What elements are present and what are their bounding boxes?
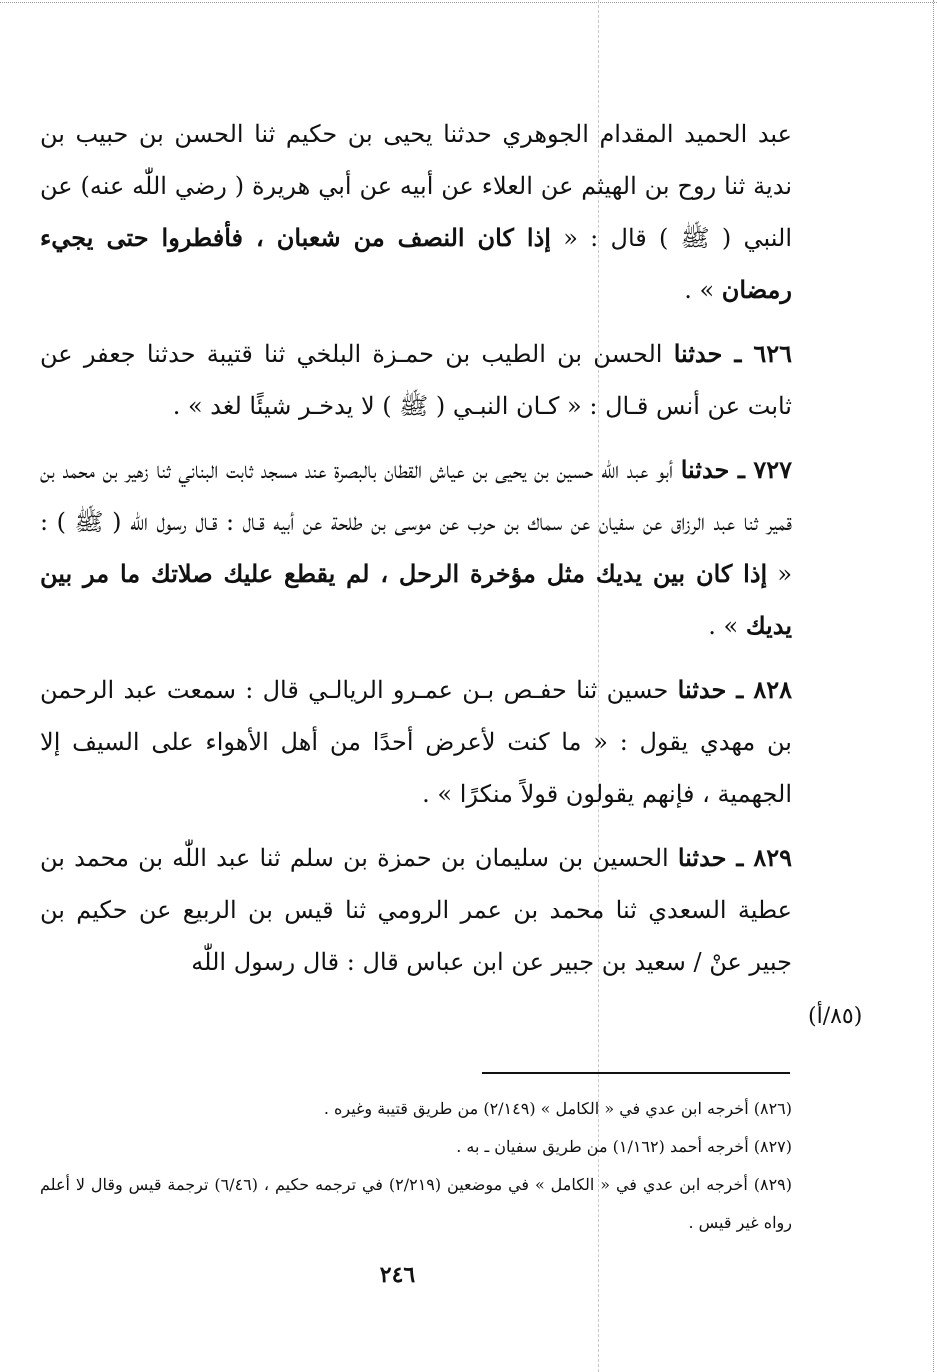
hadith-heading: حدثنا [677,675,727,704]
hadith-number: ٧٢٧ [753,455,793,484]
paragraph-text: عبد الحميد المقدام الجوهري حدثنا يحيى بن حكيم ثنا الحسن بن حبيب بن ندية ثنا روح بن الهيثم عن العلاء عن أبيه عن أبي هريرة ( رضي اللّٰه عنه) عن النبي ( ﷺ ) قال : « [40,120,792,252]
paragraph-825-continuation [40,108,792,316]
dash: ـ [729,455,754,484]
dash: ـ [726,843,754,872]
hadith-text: الحسين بن سليمان بن حمزة بن سلم ثنا عبد اللّٰه بن محمد بن عطية السعدي ثنا محمد بن عمر الرومي ثنا قيس بن الربيع عن حكيم بن جبير عنْ / سعيد بن جبير عن ابن عباس قال : قال رسول اللّٰه [40,844,792,976]
main-text [40,108,792,1000]
scan-edge-right [933,0,934,1372]
hadith-quote: إذا كان بين يديك مثل مؤخرة الرحل ، لم يقطع عليك صلاتك ما مر بين يديك [40,559,792,640]
footnote-separator [482,1072,790,1074]
hadith-text: أبو عبد اللّٰه حسين بن يحيى بن عياش القطان بالبصرة عند مسجد ثابت البناني ثنا زهير بن محمد بن قمير ثنا عبد الرزاق عن سفيان عن سماك بن حرب عن موسى بن طلحة عن أبيه قـال : قـال رسول اللّٰه ( ﷺ ) : « [40,456,793,588]
hadith-number: ٦٢٦ [753,339,792,368]
footnotes [40,1090,792,1242]
hadith-text: الحسن بن الطيب بن حمـزة البلخي ثنا قتيبة حدثنا جعفر عن ثابت عن أنس قـال : « كـان النبـي ( ﷺ ) لا يدخـر شيئًا لغد » . [40,340,792,420]
manuscript-folio-marker: (٨٥/أ) [808,1004,863,1029]
footnote: (٨٢٦) أخرجه ابن عدي في « الكامل » (٢/١٤٩) من طريق قتيبة وغيره . [323,1099,792,1118]
hadith-heading: حدثنا [673,339,723,368]
hadith-number: ٨٢٨ [753,675,792,704]
footnote: (٨٢٩) أخرجه ابن عدي في « الكامل » في موضعين (٢/٢١٩) في ترجمه حكيم ، (٦/٤٦) ترجمة قيس وقال لا أعلم رواه غير قيس . [40,1175,793,1232]
hadith-quote: إذا كان النصف من شعبان ، فأفطروا حتى يجيء رمضان [40,223,792,304]
hadith-heading: حدثنا [677,843,727,872]
hadith-heading: حدثنا [680,455,730,484]
hadith-number: ٨٢٩ [753,843,792,872]
hadith-727 [40,444,792,652]
page-number: ٢٤٦ [379,1262,416,1288]
dash: ـ [726,675,754,704]
dash: ـ [722,339,754,368]
paragraph-end: » . [708,612,746,640]
hadith-text: حسين ثنا حفـص بـن عمـرو الريالـي قال : سمعت عبد الرحمن بن مهدي يقول : « ما كنت لأعرض أحدًا من أهل الأهواء على السيف إلا الجهمية ، فإنهم يقولون قولاً منكرًا » . [40,676,792,808]
scan-edge-top [0,2,937,3]
hadith-828 [40,664,792,820]
hadith-626 [40,328,792,432]
footnote: (٨٢٧) أخرجه أحمد (١/١٦٢) من طريق سفيان ـ به . [456,1137,792,1156]
hadith-829 [40,832,792,988]
paragraph-end: » . [684,276,722,304]
